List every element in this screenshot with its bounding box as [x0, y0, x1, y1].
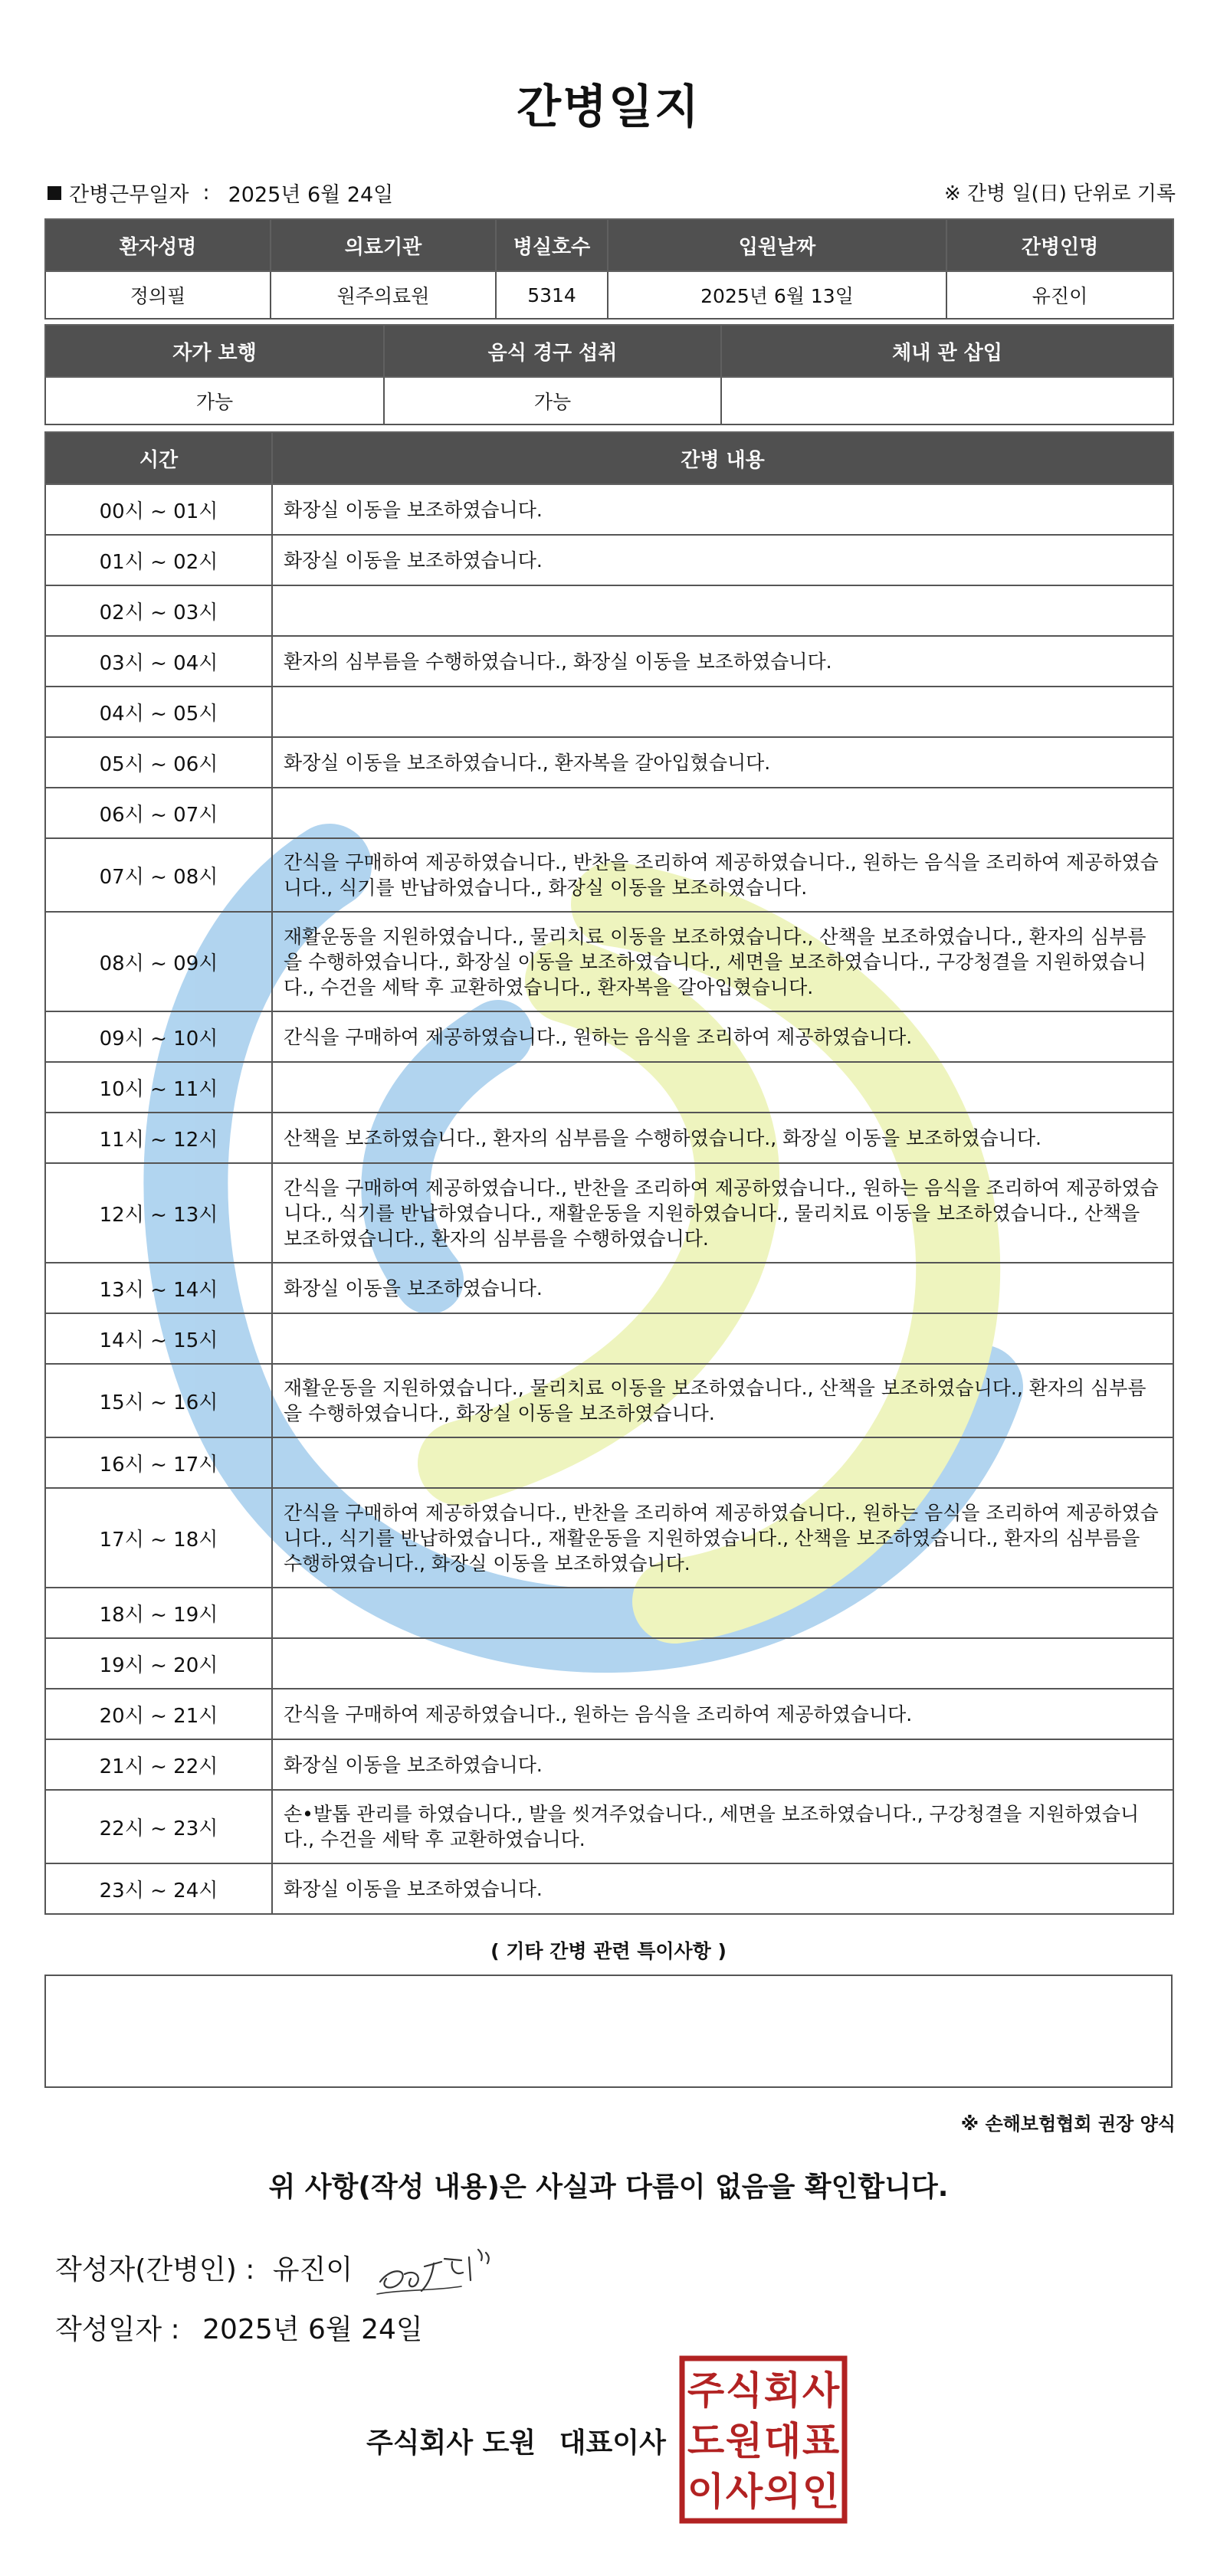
care-content-cell [272, 687, 1173, 737]
time-header: 시간 [45, 432, 272, 484]
time-slot-cell: 02시 ~ 03시 [45, 585, 272, 636]
work-date-row [48, 178, 393, 208]
time-slot-cell: 16시 ~ 17시 [45, 1437, 272, 1488]
care-log-row [45, 737, 1173, 788]
care-log-row [45, 585, 1173, 636]
time-slot-cell: 07시 ~ 08시 [45, 838, 272, 912]
hospital-cell: 원주의료원 [271, 271, 496, 319]
seal-character: 인 [802, 2469, 840, 2514]
time-slot-cell: 18시 ~ 19시 [45, 1588, 272, 1638]
document-title: 간병일지 [517, 80, 700, 134]
special-notes-title: ( 기타 간병 관련 특이사항 ) [490, 1940, 727, 1962]
time-slot-cell: 12시 ~ 13시 [45, 1163, 272, 1263]
care-content-cell: 재활운동을 지원하였습니다., 물리치료 이동을 보조하였습니다., 산책을 보조하였습니다., 환자의 심부름을 수행하였습니다., 화장실 이동을 보조하였습니다. [272, 1364, 1173, 1437]
care-content-cell: 간식을 구매하여 제공하였습니다., 원하는 음식을 조리하여 제공하였습니다. [272, 1689, 1173, 1739]
written-date-value: 2025년 6월 24일 [202, 2314, 423, 2345]
seal-character: 사 [802, 2368, 840, 2413]
care-content-cell [272, 1437, 1173, 1488]
care-log-row [45, 1062, 1173, 1113]
care-content-cell: 화장실 이동을 보조하였습니다. [272, 535, 1173, 585]
oral-intake-header: 음식 경구 섭취 [384, 325, 721, 377]
care-content-cell [272, 1638, 1173, 1689]
time-slot-cell: 11시 ~ 12시 [45, 1113, 272, 1163]
time-slot-cell: 09시 ~ 10시 [45, 1011, 272, 1062]
care-content-cell: 환자의 심부름을 수행하였습니다., 화장실 이동을 보조하였습니다. [272, 636, 1173, 687]
care-log-row [45, 788, 1173, 838]
care-log-row [45, 636, 1173, 687]
work-date-label: 간병근무일자 [69, 183, 189, 207]
writer-label: 작성자(간병인) : [55, 2254, 255, 2286]
time-slot-cell: 13시 ~ 14시 [45, 1263, 272, 1313]
seal-character: 회 [763, 2368, 802, 2413]
signature [371, 2236, 517, 2305]
care-log-row [45, 1113, 1173, 1163]
time-slot-cell: 15시 ~ 16시 [45, 1364, 272, 1437]
care-log-row [45, 1163, 1173, 1263]
care-content-cell [272, 1062, 1173, 1113]
care-content-cell: 화장실 이동을 보조하였습니다. [272, 1263, 1173, 1313]
seal-character: 대 [763, 2419, 802, 2463]
time-slot-cell: 08시 ~ 09시 [45, 912, 272, 1011]
patient-name-header: 환자성명 [45, 219, 271, 271]
time-slot-cell: 20시 ~ 21시 [45, 1689, 272, 1739]
patient-info-table [44, 218, 1174, 320]
time-slot-cell: 10시 ~ 11시 [45, 1062, 272, 1113]
care-log-row [45, 1313, 1173, 1364]
room-number-cell: 5314 [496, 271, 608, 319]
representative-title: 대표이사 [559, 2427, 666, 2459]
care-log-row [45, 687, 1173, 737]
walking-header: 자가 보행 [45, 325, 384, 377]
form-source-note: ※ 손해보험협회 권장 양식 [960, 2113, 1176, 2135]
daily-record-note: ※ 간병 일(日) 단위로 기록 [943, 182, 1176, 205]
care-log-row [45, 1588, 1173, 1638]
care-content-cell [272, 1588, 1173, 1638]
seal-character: 원 [725, 2419, 763, 2463]
work-date-colon: : [202, 181, 210, 205]
care-log-row [45, 1011, 1173, 1062]
seal-character: 사 [725, 2469, 763, 2514]
time-slot-cell: 14시 ~ 15시 [45, 1313, 272, 1364]
square-bullet-icon [48, 186, 61, 200]
room-number-header: 병실호수 [496, 219, 608, 271]
care-log-row [45, 1263, 1173, 1313]
care-content-cell: 화장실 이동을 보조하였습니다. [272, 1863, 1173, 1914]
special-notes-box [44, 1975, 1173, 2088]
tube-insertion-header: 체내 관 삽입 [721, 325, 1173, 377]
care-log-row [45, 1739, 1173, 1790]
care-content-cell: 화장실 이동을 보조하였습니다. [272, 484, 1173, 535]
time-slot-cell: 06시 ~ 07시 [45, 788, 272, 838]
care-log-row [45, 1689, 1173, 1739]
care-content-cell [272, 1313, 1173, 1364]
oral-intake-cell: 가능 [384, 377, 721, 424]
care-content-cell: 재활운동을 지원하였습니다., 물리치료 이동을 보조하였습니다., 산책을 보조하였습니다., 환자의 심부름을 수행하였습니다., 화장실 이동을 보조하였습니다., 세면을 보조하였습니다., 구강청결을 지원하였습니다., 수건을 세탁 후 교환하였습니다., 환자복을 갈아입혔습니다. [272, 912, 1173, 1011]
confirmation-statement: 위 사항(작성 내용)은 사실과 다름이 없음을 확인합니다. [268, 2171, 949, 2203]
tube-insertion-cell [721, 377, 1173, 424]
patient-name-cell: 정의필 [45, 271, 271, 319]
seal-character: 도 [687, 2419, 725, 2463]
care-content-cell: 간식을 구매하여 제공하였습니다., 반찬을 조리하여 제공하였습니다., 원하는 음식을 조리하여 제공하였습니다., 식기를 반납하였습니다., 화장실 이동을 보조하였습니다. [272, 838, 1173, 912]
time-slot-cell: 00시 ~ 01시 [45, 484, 272, 535]
care-log-row [45, 1638, 1173, 1689]
care-content-cell: 간식을 구매하여 제공하였습니다., 반찬을 조리하여 제공하였습니다., 원하는 음식을 조리하여 제공하였습니다., 식기를 반납하였습니다., 재활운동을 지원하였습니다., 산책을 보조하였습니다., 환자의 심부름을 수행하였습니다., 화장실 이동을 보조하였습니다. [272, 1488, 1173, 1588]
time-slot-cell: 03시 ~ 04시 [45, 636, 272, 687]
care-content-header: 간병 내용 [272, 432, 1173, 484]
work-date-value: 2025년 6월 24일 [228, 183, 394, 207]
time-slot-cell: 05시 ~ 06시 [45, 737, 272, 788]
care-log-row [45, 1364, 1173, 1437]
time-slot-cell: 17시 ~ 18시 [45, 1488, 272, 1588]
care-log-row [45, 1488, 1173, 1588]
company-signature-line [366, 2421, 680, 2460]
patient-status-table [44, 324, 1174, 425]
care-content-cell: 간식을 구매하여 제공하였습니다., 원하는 음식을 조리하여 제공하였습니다. [272, 1011, 1173, 1062]
seal-character: 식 [725, 2368, 763, 2413]
care-content-cell [272, 788, 1173, 838]
care-log-row [45, 1863, 1173, 1914]
time-slot-cell: 04시 ~ 05시 [45, 687, 272, 737]
seal-character: 이 [687, 2469, 725, 2514]
written-date-row [55, 2308, 423, 2347]
time-slot-cell: 19시 ~ 20시 [45, 1638, 272, 1689]
seal-character: 표 [802, 2419, 840, 2463]
care-log-row [45, 1437, 1173, 1488]
time-slot-cell: 23시 ~ 24시 [45, 1863, 272, 1914]
seal-character: 의 [763, 2469, 802, 2514]
care-content-cell: 간식을 구매하여 제공하였습니다., 반찬을 조리하여 제공하였습니다., 원하는 음식을 조리하여 제공하였습니다., 식기를 반납하였습니다., 재활운동을 지원하였습니다., 물리치료 이동을 보조하였습니다., 산책을 보조하였습니다., 환자의 심부름을 수행하였습니다. [272, 1163, 1173, 1263]
written-date-label: 작성일자 : [55, 2314, 180, 2345]
care-log-row [45, 535, 1173, 585]
writer-name: 유진이 [272, 2254, 353, 2286]
hospital-header: 의료기관 [271, 219, 496, 271]
care-log-row [45, 912, 1173, 1011]
time-slot-cell: 21시 ~ 22시 [45, 1739, 272, 1790]
seal-character: 주 [687, 2368, 725, 2413]
care-content-cell: 산책을 보조하였습니다., 환자의 심부름을 수행하였습니다., 화장실 이동을 보조하였습니다. [272, 1113, 1173, 1163]
company-seal-stamp [678, 2355, 848, 2525]
care-log-row [45, 1790, 1173, 1863]
caregiver-name-cell: 유진이 [946, 271, 1173, 319]
care-content-cell: 화장실 이동을 보조하였습니다., 환자복을 갈아입혔습니다. [272, 737, 1173, 788]
care-content-cell [272, 585, 1173, 636]
time-slot-cell: 22시 ~ 23시 [45, 1790, 272, 1863]
time-slot-cell: 01시 ~ 02시 [45, 535, 272, 585]
caregiver-name-header: 간병인명 [946, 219, 1173, 271]
care-log-table [44, 431, 1174, 1915]
writer-row [55, 2248, 362, 2287]
walking-cell: 가능 [45, 377, 384, 424]
admission-date-header: 입원날짜 [608, 219, 946, 271]
care-content-cell: 화장실 이동을 보조하였습니다. [272, 1739, 1173, 1790]
care-log-row [45, 838, 1173, 912]
company-name: 주식회사 도원 [366, 2427, 536, 2459]
care-content-cell: 손•발톱 관리를 하였습니다., 발을 씻겨주었습니다., 세면을 보조하였습니다., 구강청결을 지원하였습니다., 수건을 세탁 후 교환하였습니다. [272, 1790, 1173, 1863]
admission-date-cell: 2025년 6월 13일 [608, 271, 946, 319]
care-log-row [45, 484, 1173, 535]
